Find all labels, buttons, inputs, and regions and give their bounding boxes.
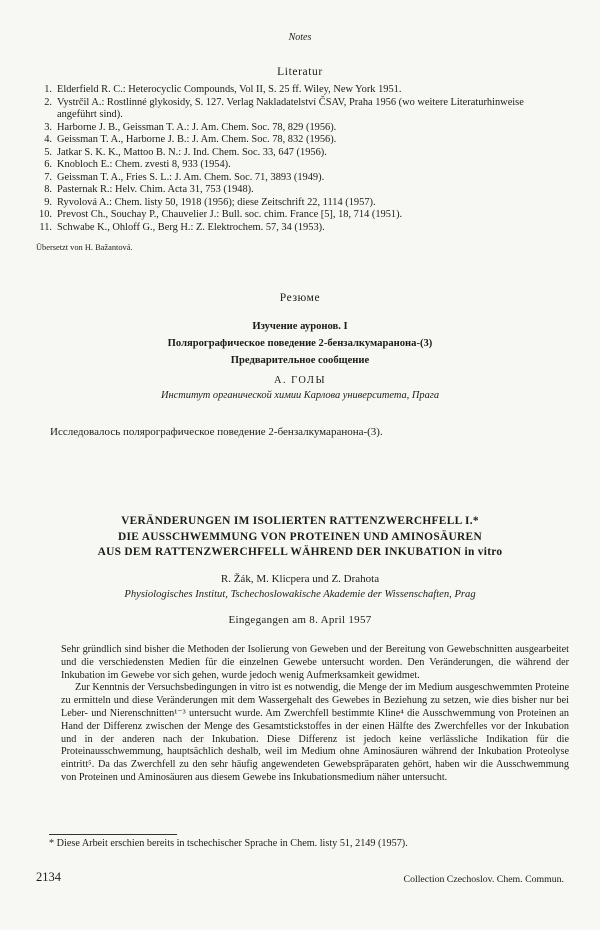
body-paragraph: Sehr gründlich sind bisher die Methoden der Isolierung von Geweben und der Bereitung von Gewebschnitten ausgearbeitet und die verschiedensten Medien für die einzelnen Gewebe untersucht worden. Den Veränderungen, die während der Inkubation im Gewebe vor sich gehen, wurde jedoch wenig Aufmerksamkeit gewidmet. [61, 644, 569, 681]
reference-list [36, 84, 566, 234]
russian-author: А. ГОЛЫ [273, 375, 327, 386]
reference-number: 10. [39, 209, 52, 220]
reference-item [36, 222, 566, 235]
reference-item [36, 209, 566, 222]
article-body [61, 644, 569, 785]
russian-institute: Институт органической химии Карлова университета, Прага [160, 390, 440, 401]
article-affiliation: Physiologisches Institut, Tschechoslowakische Akademie der Wissenschaften, Prag [124, 589, 476, 600]
reference-text: Geissman T. A., Harborne J. B.: J. Am. Chem. Soc. 78, 832 (1956). [57, 134, 337, 145]
article-title-line: VERÄNDERUNGEN IM ISOLIERTEN RATTENZWERCHFELL I.* [121, 515, 479, 527]
reference-number: 9. [44, 196, 52, 208]
reference-item [36, 122, 566, 135]
running-head: Notes [288, 32, 312, 43]
russian-title [0, 318, 600, 369]
received-date: Eingegangen am 8. April 1957 [228, 614, 372, 626]
reference-text: Harborne J. B., Geissman T. A.: J. Am. Chem. Soc. 78, 829 (1956). [57, 121, 337, 133]
page-number: 2134 [36, 870, 61, 884]
reference-number: 7. [44, 171, 52, 183]
reference-number: 8. [44, 184, 52, 195]
article-authors: R. Žák, M. Klicpera und Z. Drahota [220, 573, 380, 585]
literature-heading: Literatur [277, 66, 323, 78]
reference-number: 3. [44, 121, 52, 133]
reference-number: 4. [44, 134, 52, 145]
reference-text: Geissman T. A., Fries S. L.: J. Am. Chem. Soc. 71, 3893 (1949). [57, 171, 325, 183]
footnote-divider [49, 834, 177, 835]
reference-text: Pasternak R.: Helv. Chim. Acta 31, 753 (1948). [57, 184, 254, 195]
reference-number: 5. [44, 146, 52, 158]
reference-number: 2. [44, 96, 52, 108]
resume-heading: Резюме [279, 292, 321, 304]
russian-abstract: Исследовалось полярографическое поведение 2-бензалкумаранона-(3). [50, 426, 383, 438]
reference-item [36, 197, 566, 210]
russian-title-line: Предварительное сообщение [230, 355, 370, 366]
reference-text: Ryvolová A.: Chem. listy 50, 1918 (1956); diese Zeitschrift 22, 1114 (1957). [57, 196, 376, 208]
reference-number: 1. [44, 84, 52, 95]
reference-text: Knobloch E.: Chem. zvesti 8, 933 (1954). [57, 159, 231, 170]
footnote: * Diese Arbeit erschien bereits in tschechischer Sprache in Chem. listy 51, 2149 (1957). [49, 838, 408, 849]
article-title-line: DIE AUSSCHWEMMUNG VON PROTEINEN UND AMINOSÄUREN [118, 530, 482, 543]
reference-item [36, 97, 566, 122]
reference-text: Elderfield R. C.: Heterocyclic Compounds, Vol II, S. 25 ff. Wiley, New York 1951. [57, 84, 402, 95]
russian-title-line: Полярографическое поведение 2-бензалкумаранона-(3) [167, 338, 433, 349]
translator-note: Übersetzt von H. Bažantová. [36, 243, 133, 252]
body-paragraph: Zur Kenntnis der Versuchsbedingungen in vitro ist es notwendig, die Menge der im Medium ausgeschwemmten Proteine zu ermitteln und diese Veränderungen mit dem Wassergehalt des Gewebes in Beziehung zu setzen, wie dies bisher nur bei Leber- und Nierenschnitten¹⁻³ untersucht wurde. Am Zwerchfell bestimmte Kline⁴ die Ausschwemmung von Proteinen an Hand der Differenz zwischen der Menge des Gesamtstickstoffes in der einen Hälfte des Zwerchfelles vor der Inkubation und in der anderen nach der Inkubation. Diese Differenz ist jedoch keine verlässliche Indikation für die Proteinausschwemmung, hauptsächlich deshalb, weil im Medium ohne Aminosäuren während der Inkubation Proteolyse eintritt⁵. Da das Zwerchfell zu den sehr häufig angewendeten Gewebspräparaten gehört, haben wir die Ausschwemmung von Proteinen und Aminosäuren aus diesem Gewebe ins Inkubationsmedium näher untersucht. [61, 682, 569, 783]
reference-number: 11. [39, 221, 52, 233]
reference-item [36, 159, 566, 172]
russian-title-line: Изучение ауронов. I [252, 321, 348, 332]
journal-name: Collection Czechoslov. Chem. Commun. [403, 874, 564, 885]
reference-text: Schwabe K., Ohloff G., Berg H.: Z. Elektrochem. 57, 34 (1953). [57, 221, 325, 233]
article-title-line: AUS DEM RATTENZWERCHFELL WÄHREND DER INKUBATION in vitro [97, 546, 503, 558]
reference-item [36, 184, 566, 197]
reference-item [36, 84, 566, 97]
article-title [0, 514, 600, 561]
reference-item [36, 134, 566, 147]
reference-text: Prevost Ch., Souchay P., Chauvelier J.: Bull. soc. chim. France [5], 18, 714 (1951). [57, 209, 403, 220]
reference-text: Vystrčil A.: Rostlinné glykosidy, S. 127. Verlag Nakladatelství ČSAV, Praha 1956 (wo weitere Literaturhinweise angeführt sind). [57, 96, 524, 120]
reference-item [36, 147, 566, 160]
reference-text: Jatkar S. K. K., Mattoo B. N.: J. Ind. Chem. Soc. 33, 647 (1956). [57, 146, 327, 158]
reference-item [36, 172, 566, 185]
reference-number: 6. [44, 159, 52, 170]
